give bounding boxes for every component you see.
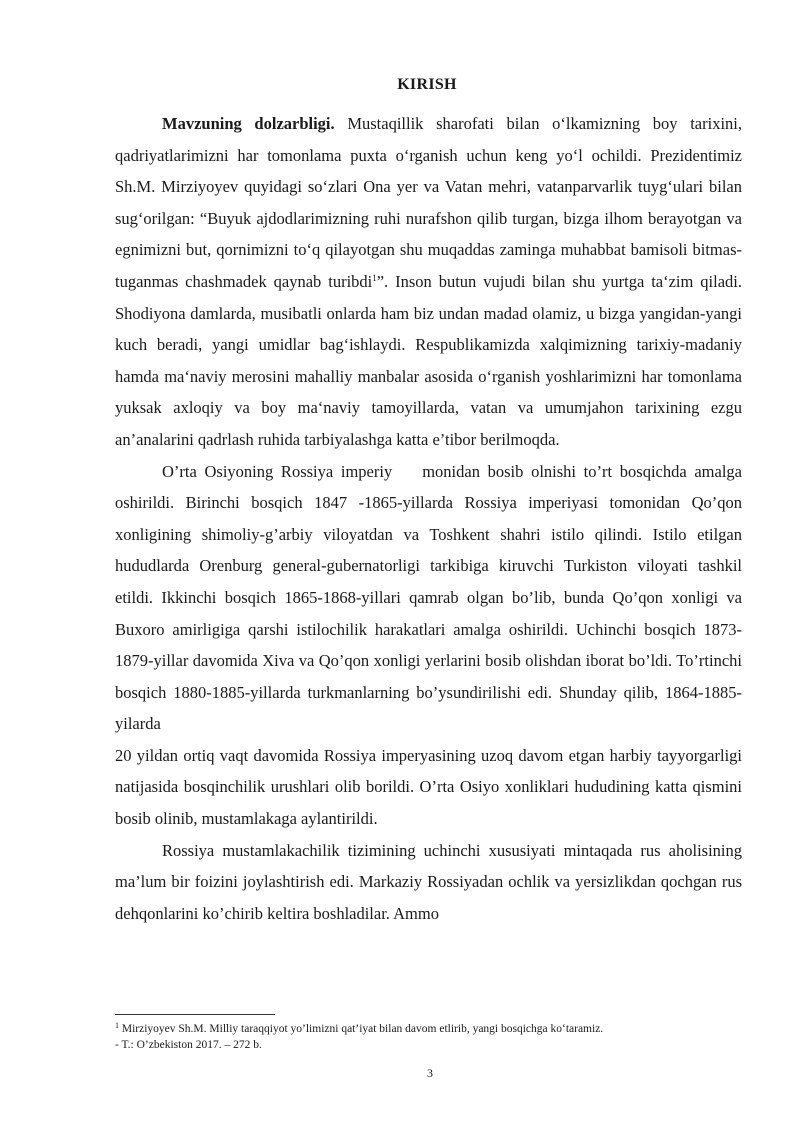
footnote xyxy=(115,1021,742,1053)
paragraph-relevance xyxy=(115,108,742,456)
footnote-text: Mirziyoyev Sh.M. Milliy taraqqiyot yo’limizni qat’iyat bilan davom etlirib, yangi bosqichga ko‘taramiz. xyxy=(119,1023,604,1035)
footnote-line xyxy=(115,1021,742,1037)
footnote-marker: 1 xyxy=(115,1021,119,1030)
paragraph-text: monidan bosib olnishi to’rt bosqichda amalga oshirildi. Birinchi bosqich 1847 -1865-yillarda Rossiya imperiyasi tomonidan Qo’qon xonligining shimoliy-g’arbiy viloyatdan va Toshkent shahri istilo qilindi. Istilo etilgan hududlarda Orenburg general-gubernatorligi tarkibiga kiruvchi Turkiston viloyati tashkil etildi. Ikkinchi bosqich 1865-1868-yillari qamrab olgan bo’lib, bunda Qo’qon xonligi va Buxoro amirligiga qarshi istilochilik harakatlari amalga oshirildi. Uchinchi bosqich 1873-1879-yillar davomida Xiva va Qo’qon xonligi yerlarini bosib olishdan iborat bo’ldi. To’rtinchi bosqich 1880-1885-yillarda turkmanlarning bo’ysundirilishi edi. Shunday qilib, 1864-1885-yilarda xyxy=(115,461,742,734)
paragraph-colonial-system: Rossiya mustamlakachilik tizimining uchinchi xususiyati mintaqada rus aholisining ma’lum bir foizini joylashtirish edi. Markaziy Rossiyadan ochlik va yersizlikdan qochgan rus dehqonlarini ko’chirib keltira boshladilar. Ammo xyxy=(115,840,742,923)
footnote-divider xyxy=(115,1014,275,1015)
page-number: 3 xyxy=(427,1066,433,1080)
body-text xyxy=(115,108,742,929)
paragraph-conquest-stages xyxy=(115,456,742,740)
relevance-heading: Mavzuning dolzarbligi. xyxy=(162,114,335,133)
footnote-line: - T.: O’zbekiston 2017. – 272 b. xyxy=(115,1039,262,1051)
page-title: KIRISH xyxy=(397,76,457,93)
footnote-reference[interactable]: 1 xyxy=(372,272,377,283)
paragraph-text: ”. Inson butun vujudi bilan shu yurtga taʻzim qiladi. Shodiyona damlarda, musibatli onlarda ham biz undan madad olamiz, u bizga yangidan-yangi kuch beradi, yangi umidlar bagʻishlaydi. Respublikamizda xalqimizning tarixiy-madaniy hamda maʻnaviy merosini mahalliy manbalar asosida oʻrganish yoshlarimizni har tomonlama yuksak axloqiy va boy maʻnaviy tamoyillarda, vatan va umumjahon tarixining ezgu an’analarini qadrlash ruhida tarbiyalashga katta e’tibor berilmoqda. xyxy=(115,271,742,449)
paragraph-text: Mustaqillik sharofati bilan oʻlkamizning boy tarixini, qadriyatlarimizni har tomonlama puxta oʻrganish uchun keng yoʻl ochildi. Prezidentimiz Sh.M. Mirziyoyev quyidagi soʻzlari Ona yer va Vatan mehri, vatanparvarlik tuygʻulari bilan sugʻorilgan: “Buyuk ajdodlarimizning ruhi nurafshon qilib turgan, bizga ilhom berayotgan va egnimizni but, qornimizni toʻq qilayotgan shu muqaddas zaminga muhabbat bamisoli bitmas-tuganmas chashmadek qaynab turibdi xyxy=(115,114,742,291)
paragraph-text: O’rta Osiyoning Rossiya imperiy xyxy=(162,461,393,481)
paragraph-military: 20 yildan ortiq vaqt davomida Rossiya imperyasining uzoq davom etgan harbiy tayyorgarligi natijasida bosqinchilik urushlari olib borildi. O’rta Osiyo xonliklari hududining katta qismini bosib olinib, mustamlakaga aylantirildi. xyxy=(115,745,742,829)
